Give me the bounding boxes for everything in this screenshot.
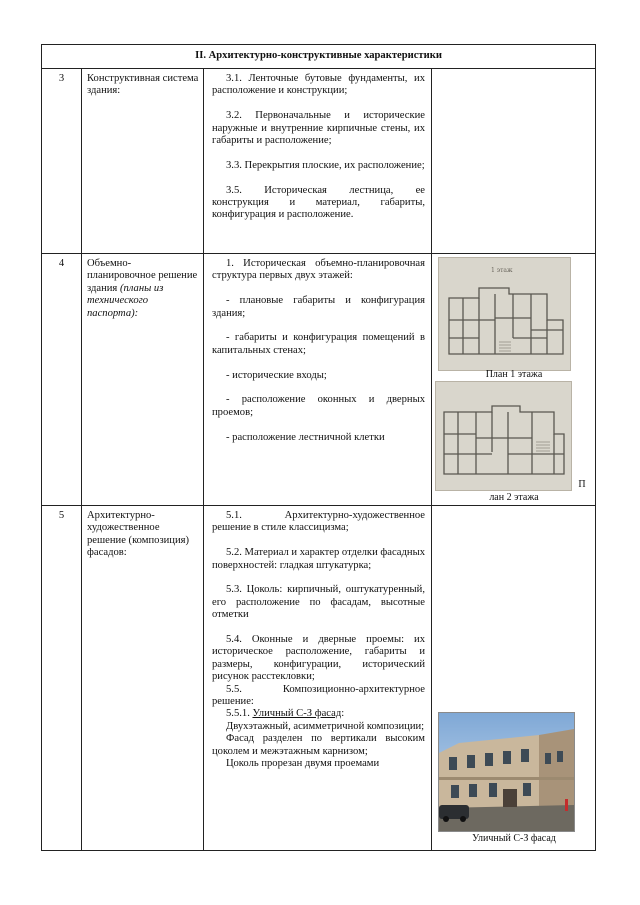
- list-item: 3.3. Перекрытия плоские, их расположение;: [226, 159, 425, 171]
- floor-plan-2-image: [435, 381, 572, 491]
- list-item: 1. Историческая объемно-планировочная структура первых двух этажей:: [212, 258, 425, 282]
- facade-photo: [438, 712, 575, 832]
- row-name: Архитектурно-художественное решение (композиция) фасадов:: [82, 506, 204, 851]
- row-description: [204, 506, 432, 851]
- list-item: Цоколь прорезан двумя проемами: [226, 758, 380, 770]
- svg-text:1 этаж: 1 этаж: [491, 267, 513, 274]
- list-item: Фасад разделен по вертикали высоким цоколем и межэтажным карнизом;: [212, 733, 425, 757]
- table-row: [42, 254, 596, 506]
- row-number: 3: [42, 69, 82, 254]
- characteristics-table: [41, 44, 596, 851]
- section-title: II. Архитектурно-конструктивные характеристики: [42, 45, 596, 69]
- table-row: [42, 69, 596, 254]
- row-number: 4: [42, 254, 82, 506]
- row-description: [204, 69, 432, 254]
- plan-2-caption-b: лан 2 этажа: [489, 492, 539, 503]
- list-item: 3.5. Историческая лестница, ее конструкция и материал, габариты, конфигурация и расположение.: [212, 184, 425, 221]
- list-item: 5.3. Цоколь: кирпичный, оштукатуренный, его расположение по фасадам, высотные отметки: [212, 584, 425, 621]
- list-item: 5.5. Композиционно-архитектурное решение:: [212, 683, 425, 708]
- plan-2-caption-a: П: [578, 479, 586, 490]
- floor-plan-1-image: [438, 257, 571, 371]
- facade-photo-caption: Уличный С-З фасад: [472, 833, 556, 844]
- facade-colon: :: [341, 708, 345, 720]
- list-item: 3.2. Первоначальные и исторические наружные и внутренние кирпичные стены, их габариты и расположение;: [212, 110, 425, 147]
- list-item: - исторические входы;: [226, 369, 327, 381]
- empty-image-cell: [432, 69, 596, 254]
- row-name: Конструктивная система здания:: [82, 69, 204, 254]
- list-item: Двухэтажный, асимметричной композиции;: [226, 720, 425, 732]
- row-name: [82, 254, 204, 506]
- facade-label: Уличный С-З фасад: [252, 708, 342, 720]
- list-item: 3.1. Ленточные бутовые фундаменты, их расположение и конструкции;: [212, 73, 425, 97]
- plan-1-caption: План 1 этажа: [485, 369, 543, 380]
- row-number: 5: [42, 506, 82, 851]
- list-item: - габариты и конфигурация помещений в капитальных стенах;: [212, 332, 425, 356]
- facade-number: 5.5.1.: [226, 708, 253, 720]
- row-description: [204, 254, 432, 506]
- list-item: 5.4. Оконные и дверные проемы: их историческое расположение, габариты и размеры, конфигурации, исторический рисунок расстекловки;: [212, 634, 425, 683]
- list-item: 5.1. Архитектурно-художественное решение в стиле классицизма;: [212, 510, 425, 534]
- facade-photo-cell: [432, 506, 596, 851]
- list-item: - расположение лестничной клетки: [226, 431, 385, 443]
- row-name-text: Объемно-планировочное решение здания: [87, 258, 198, 294]
- table-row: [42, 506, 596, 851]
- section-header-row: [42, 45, 596, 69]
- list-item: - плановые габариты и конфигурация здания;: [212, 295, 425, 319]
- plans-cell: [432, 254, 596, 506]
- list-item: - расположение оконных и дверных проемов;: [212, 394, 425, 418]
- facade-heading: [212, 708, 425, 720]
- list-item: 5.2. Материал и характер отделки фасадных поверхностей: гладкая штукатурка;: [212, 547, 425, 571]
- row-name-note: (планы из технического паспорта):: [87, 282, 164, 319]
